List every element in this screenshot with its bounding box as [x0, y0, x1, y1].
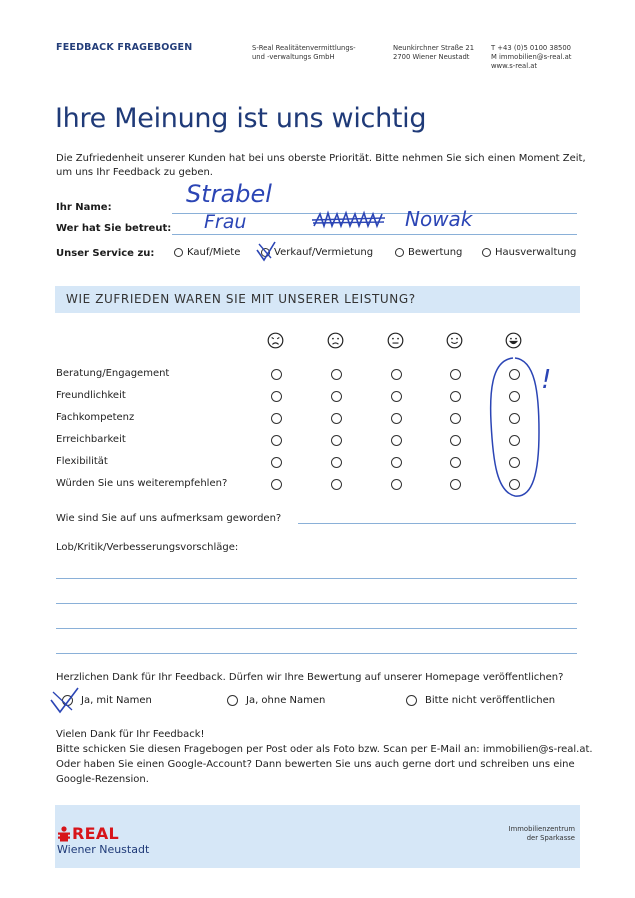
rating-radio-row1-col3[interactable] [391, 369, 402, 380]
rating-radio-row4-col1[interactable] [271, 435, 282, 446]
source-question: Wie sind Sie auf uns aufmerksam geworden? [56, 513, 282, 524]
footer-right-line-2: der Sparkasse [526, 834, 575, 842]
rating-radio-row6-col1[interactable] [271, 479, 282, 490]
option-verkauf-vermietung[interactable] [261, 247, 373, 258]
comment-line-3[interactable] [56, 628, 577, 629]
rating-radio-row5-col3[interactable] [391, 457, 402, 468]
footer-right-text [505, 825, 575, 843]
name-label: Ihr Name: [56, 202, 112, 213]
closing-line-2: Bitte schicken Sie diesen Fragebogen per Post oder als Foto bzw. Scan per E-Mail an: immobilien@s-real.at. [56, 744, 593, 755]
row-label-freundlichkeit: Freundlichkeit [56, 390, 126, 401]
publish-question: Herzlichen Dank für Ihr Feedback. Dürfen wir Ihre Bewertung auf unserer Homepage veröffentlichen? [56, 672, 564, 683]
rating-radio-row6-col4[interactable] [450, 479, 461, 490]
rating-radio-row1-col1[interactable] [271, 369, 282, 380]
option-label: Bitte nicht veröffentlichen [425, 695, 556, 706]
intro-text: Die Zufriedenheit unserer Kunden hat bei uns oberste Priorität. Bitte nehmen Sie sich einen Moment Zeit, um uns Ihr Feedback zu geben. [56, 153, 586, 178]
brand-logo: REAL [72, 824, 120, 843]
option-label: Hausverwaltung [495, 247, 577, 258]
option-kauf-miete[interactable] [174, 247, 240, 258]
very-unhappy-face-icon [267, 332, 284, 349]
row-label-fachkompetenz: Fachkompetenz [56, 412, 135, 423]
option-hausverwaltung[interactable] [482, 247, 576, 258]
contact-info [491, 44, 571, 71]
company-line-1: S-Real Realitätenvermittlungs- [252, 44, 356, 52]
publish-option-no[interactable] [406, 695, 555, 706]
row-label-weiterempfehlen: Würden Sie uns weiterempfehlen? [56, 478, 228, 489]
radio-circle[interactable] [227, 695, 238, 706]
rating-radio-row2-col3[interactable] [391, 391, 402, 402]
crossed-out-scribble [310, 208, 390, 232]
address-line-1: Neunkirchner Straße 21 [393, 44, 475, 52]
rating-radio-row5-col2[interactable] [331, 457, 342, 468]
rating-radio-row4-col3[interactable] [391, 435, 402, 446]
rating-radio-row6-col2[interactable] [331, 479, 342, 490]
check-mark-icon [255, 240, 277, 264]
rating-radio-row3-col2[interactable] [331, 413, 342, 424]
comment-line-4[interactable] [56, 653, 577, 654]
row-label-beratung: Beratung/Engagement [56, 368, 170, 379]
rating-radio-row4-col2[interactable] [331, 435, 342, 446]
comment-line-2[interactable] [56, 603, 577, 604]
option-bewertung[interactable] [395, 247, 462, 258]
row-label-flexibilitaet: Flexibilität [56, 456, 108, 467]
row-label-erreichbarkeit: Erreichbarkeit [56, 434, 126, 445]
company-line-2: und -verwaltungs GmbH [252, 53, 335, 61]
rating-radio-row1-col4[interactable] [450, 369, 461, 380]
rating-radio-row2-col1[interactable] [271, 391, 282, 402]
comment-line-1[interactable] [56, 578, 577, 579]
option-label: Verkauf/Vermietung [274, 247, 374, 258]
sparkasse-logo-icon [58, 826, 70, 842]
option-label: Kauf/Miete [187, 247, 241, 258]
service-label: Unser Service zu: [56, 248, 155, 259]
source-input[interactable] [298, 523, 576, 524]
very-happy-face-icon [505, 332, 522, 349]
rating-radio-row4-col4[interactable] [450, 435, 461, 446]
name-field[interactable]: Strabel [186, 180, 272, 208]
happy-face-icon [446, 332, 463, 349]
neutral-face-icon [387, 332, 404, 349]
closing-text [56, 727, 596, 787]
rating-radio-row5-col1[interactable] [271, 457, 282, 468]
option-label: Ja, mit Namen [81, 695, 152, 706]
footer-band [55, 805, 580, 868]
phone: T +43 (0)5 0100 38500 [491, 44, 572, 52]
rating-radio-row3-col3[interactable] [391, 413, 402, 424]
rating-radio-row3-col4[interactable] [450, 413, 461, 424]
check-mark-icon [48, 686, 82, 716]
section-heading: WIE ZUFRIEDEN WAREN SIE MIT UNSERER LEISTUNG? [66, 292, 416, 306]
comments-label: Lob/Kritik/Verbesserungsvorschläge: [56, 542, 239, 553]
rating-radio-row5-col4[interactable] [450, 457, 461, 468]
footer-right-line-1: Immobilienzentrum [508, 825, 575, 833]
address-info [393, 44, 474, 62]
option-label: Bewertung [408, 247, 463, 258]
radio-circle[interactable] [174, 248, 183, 257]
radio-circle[interactable] [406, 695, 417, 706]
handwritten-circle-mark [485, 352, 565, 502]
form-title: FEEDBACK FRAGEBOGEN [56, 42, 193, 53]
publish-option-without-name[interactable] [227, 695, 325, 706]
rating-radio-row2-col2[interactable] [331, 391, 342, 402]
advisor-line [172, 234, 577, 235]
closing-line-3: Oder haben Sie einen Google-Account? Dann bewerten Sie uns auch gerne dort und schreiben uns eine [56, 759, 575, 770]
brand-subtitle: Wiener Neustadt [57, 843, 150, 856]
page-title: Ihre Meinung ist uns wichtig [55, 103, 427, 134]
radio-circle[interactable] [395, 248, 404, 257]
unhappy-face-icon [327, 332, 344, 349]
rating-radio-row1-col2[interactable] [331, 369, 342, 380]
rating-radio-row6-col3[interactable] [391, 479, 402, 490]
rating-radio-row3-col1[interactable] [271, 413, 282, 424]
option-label: Ja, ohne Namen [246, 695, 326, 706]
address-line-2: 2700 Wiener Neustadt [393, 53, 470, 61]
advisor-field-2[interactable]: Nowak [405, 207, 473, 231]
radio-circle[interactable] [482, 248, 491, 257]
company-info [252, 44, 356, 62]
handwritten-exclamation: ! [541, 365, 552, 395]
advisor-label: Wer hat Sie betreut: [56, 223, 172, 234]
rating-radio-row2-col4[interactable] [450, 391, 461, 402]
advisor-field[interactable]: Frau [204, 211, 247, 233]
closing-line-1: Vielen Dank für Ihr Feedback! [56, 729, 205, 740]
closing-line-4: Google-Rezension. [56, 774, 149, 785]
email: M immobilien@s-real.at [491, 53, 572, 61]
website: www.s-real.at [491, 62, 538, 70]
